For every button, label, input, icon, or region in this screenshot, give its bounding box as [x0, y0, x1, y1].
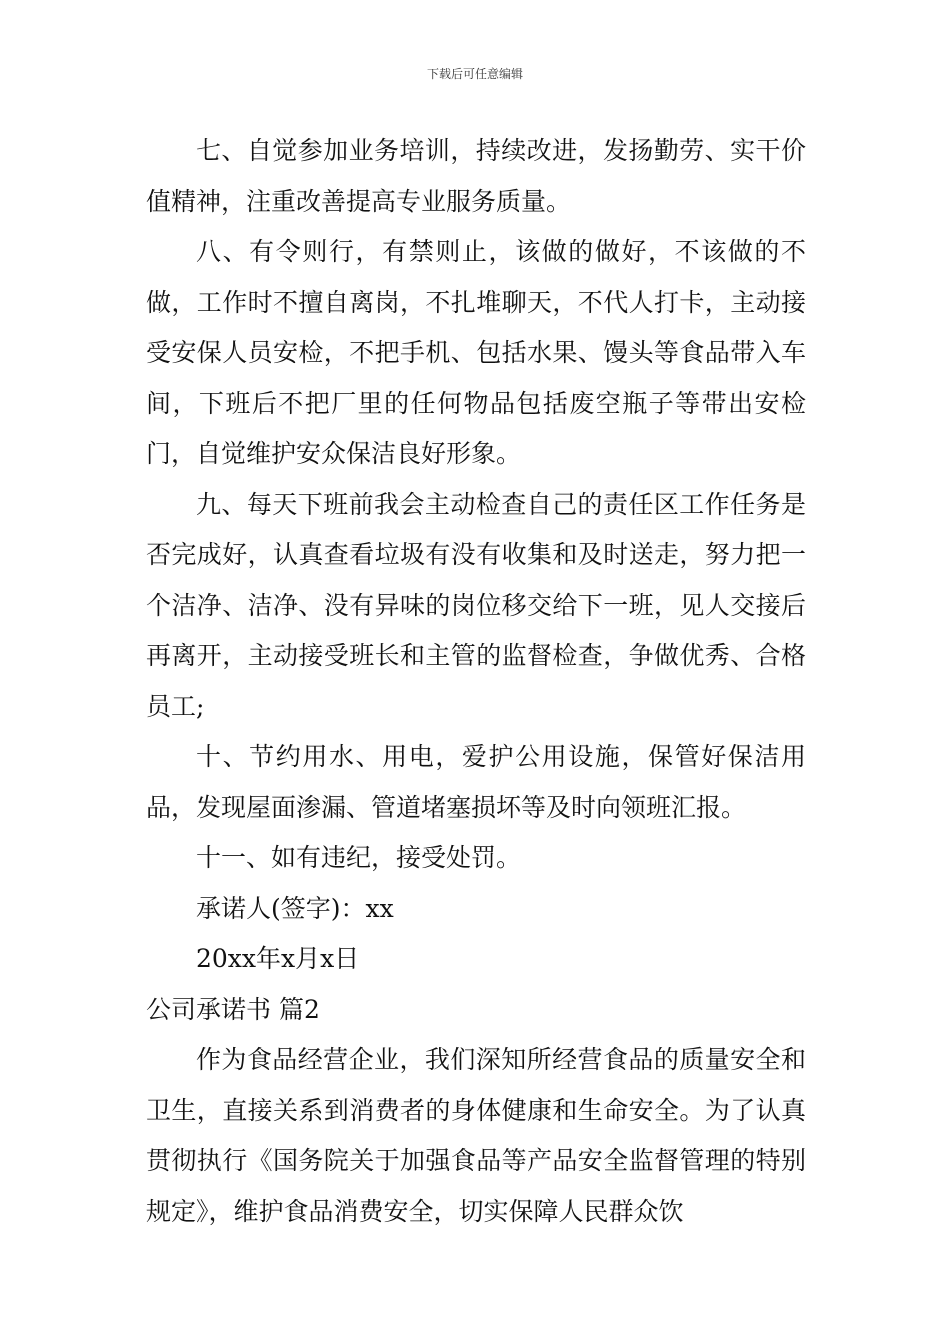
date-line: 20xx年x月x日: [196, 944, 360, 973]
paragraph-item-9: 九、每天下班前我会主动检查自己的责任区工作任务是否完成好，认真查看垃圾有没有收集和及时送走，努力把一个洁净、洁净、没有异味的岗位移交给下一班，见人交接后再离开，主动接受班长和主管的监督检查，争做优秀、合格员工;: [146, 489, 806, 721]
section-paragraph: 作为食品经营企业，我们深知所经营食品的质量安全和卫生，直接关系到消费者的身体健康和生命安全。为了认真贯彻执行《国务院关于加强食品等产品安全监督管理的特别规定》，维护食品消费安全，切实保障人民群众饮: [146, 1045, 806, 1226]
paragraph-item-11: 十一、如有违纪，接受处罚。: [196, 843, 522, 872]
paragraph-item-10: 十、节约用水、用电，爱护公用设施，保管好保洁用品，发现屋面渗漏、管道堵塞损坏等及时向领班汇报。: [146, 742, 806, 822]
paragraph-item-7: 七、自觉参加业务培训，持续改进，发扬勤劳、实干价值精神，注重改善提高专业服务质量。: [146, 136, 806, 216]
paragraph-item-8: 八、有令则行，有禁则止，该做的做好，不该做的不做，工作时不擅自离岗，不扎堆聊天，不代人打卡，主动接受安保人员安检，不把手机、包括水果、馒头等食品带入车间，下班后不把厂里的任何物品包括废空瓶子等带出安检门，自觉维护安众保洁良好形象。: [146, 237, 806, 468]
document-body: [146, 126, 806, 1237]
page-header-note: 下载后可任意编辑: [426, 67, 523, 81]
signature-line: 承诺人(签字)：xx: [196, 893, 394, 923]
section-title: 公司承诺书 篇2: [146, 994, 320, 1024]
